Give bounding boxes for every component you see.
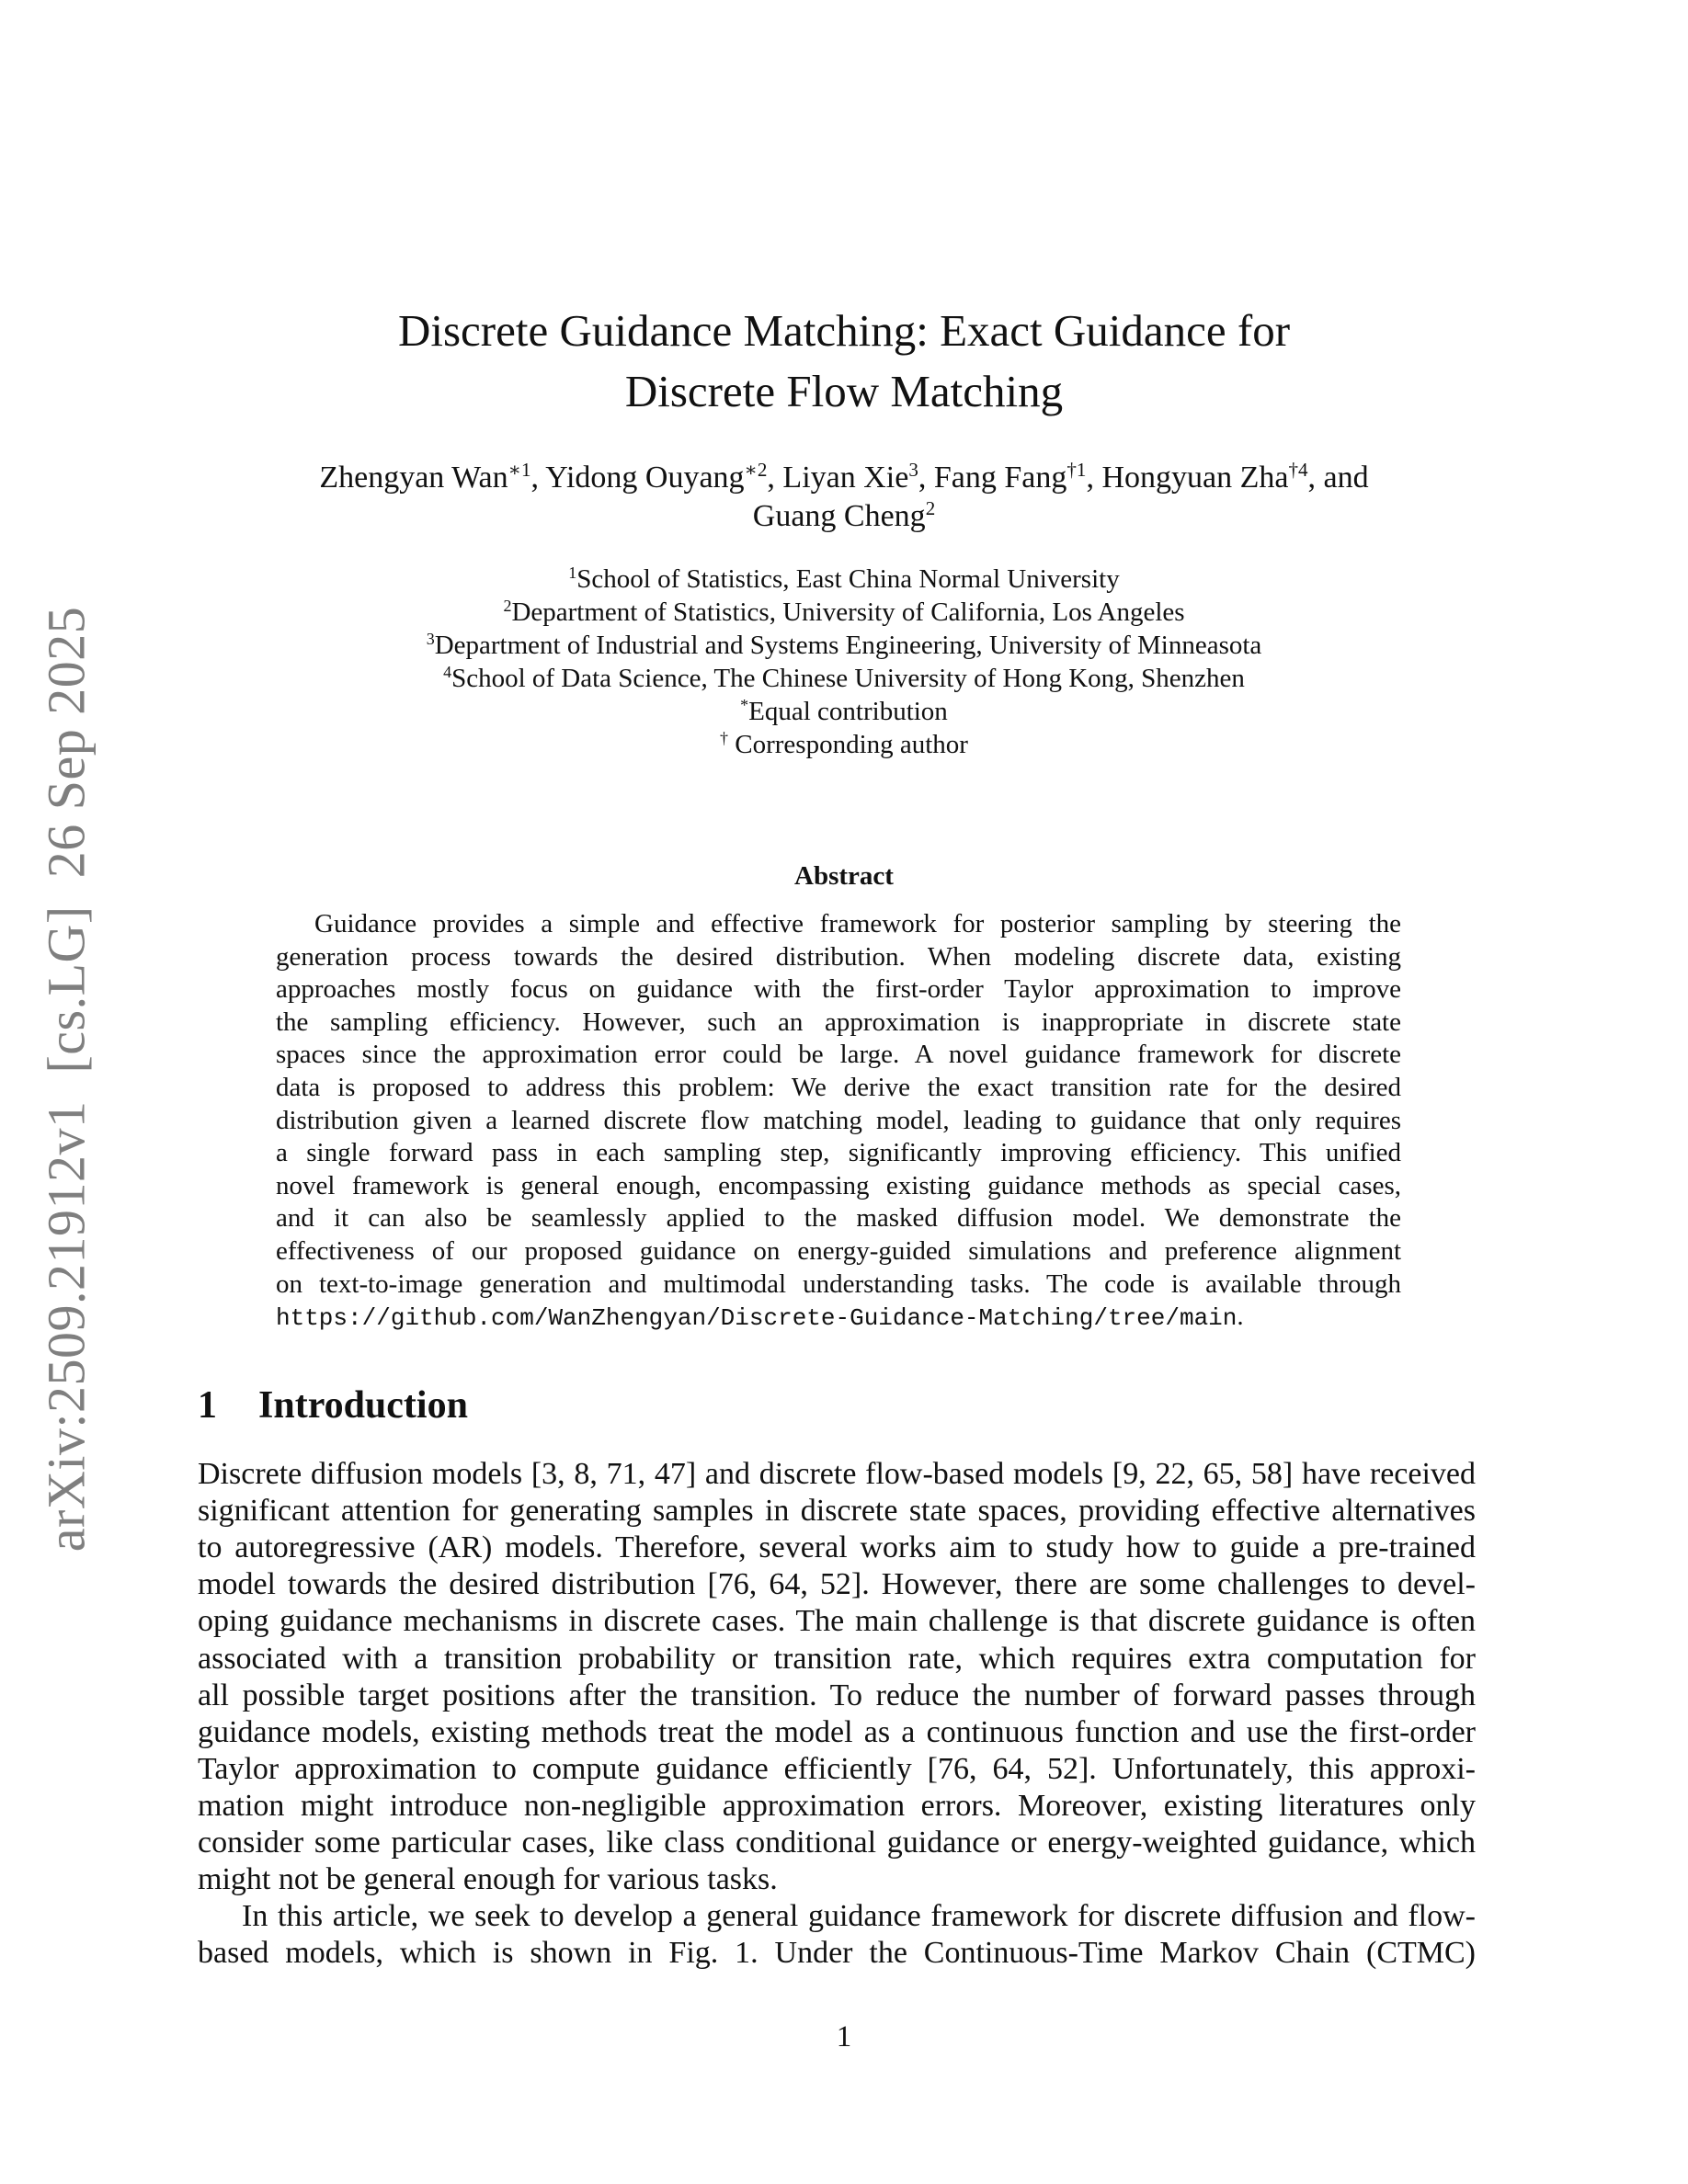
section-title: Introduction bbox=[258, 1384, 468, 1427]
introduction-line: Discrete diffusion models [3, 8, 71, 47] and discrete flow-based models [9, 22, 65, 58] have received bbox=[198, 1457, 1476, 1491]
affiliation-text: School of Statistics, East China Normal University bbox=[576, 564, 1120, 594]
arxiv-identifier: arXiv:2509.21912v1 [cs.LG] 26 Sep 2025 bbox=[36, 606, 97, 1553]
author: Zhengyan Wan bbox=[319, 461, 508, 495]
affiliation-marker: 1 bbox=[568, 563, 577, 583]
section-number: 1 bbox=[198, 1384, 217, 1427]
introduction-line: might not be general enough for various tasks. bbox=[198, 1862, 778, 1897]
affiliation-text: Department of Statistics, University of California, Los Angeles bbox=[511, 597, 1185, 627]
introduction-line: all possible target positions after the transition. To reduce the number of forward passes through bbox=[198, 1678, 1476, 1712]
author-separator: , bbox=[530, 461, 546, 495]
affiliation-line bbox=[0, 563, 1688, 598]
author: Yidong Ouyang bbox=[545, 461, 745, 495]
page-number: 1 bbox=[836, 2020, 852, 2053]
author: Liyan Xie bbox=[782, 461, 909, 495]
abstract-line: effectiveness of our proposed guidance on energy-guided simulations and preference alignment bbox=[276, 1236, 1401, 1266]
affiliation-text: School of Data Science, The Chinese University of Hong Kong, Shenzhen bbox=[451, 664, 1245, 693]
author-affiliation-marker: ∗1 bbox=[508, 459, 531, 482]
introduction-line: significant attention for generating samples in discrete state spaces, providing effective alternatives bbox=[198, 1494, 1476, 1529]
author: Fang Fang bbox=[933, 461, 1067, 495]
abstract-line: generation process towards the desired distribution. When modeling discrete data, existing bbox=[276, 941, 1401, 972]
affiliation-text: Department of Industrial and Systems Engineering, University of Minneasota bbox=[434, 631, 1262, 660]
affiliation-marker: 2 bbox=[503, 597, 512, 616]
affiliation-text: Equal contribution bbox=[748, 697, 948, 726]
affiliation-marker: 3 bbox=[426, 630, 435, 649]
abstract-line: novel framework is general enough, encompassing existing guidance methods as special cases, bbox=[276, 1170, 1401, 1200]
abstract-line: and it can also be seamlessly applied to the masked diffusion model. We demonstrate the bbox=[276, 1203, 1401, 1234]
affiliation-marker: † bbox=[720, 729, 728, 748]
abstract-line: the sampling efficiency. However, such an approximation is inappropriate in discrete state bbox=[276, 1007, 1401, 1037]
introduction-line: consider some particular cases, like class conditional guidance or energy-weighted guidance, which bbox=[198, 1826, 1476, 1860]
paper-title-line-1: Discrete Guidance Matching: Exact Guidance for bbox=[397, 305, 1291, 356]
author-list-line-2 bbox=[0, 497, 1688, 539]
introduction-line: mation might introduce non-negligible approximation errors. Moreover, existing literatures only bbox=[198, 1788, 1476, 1823]
author-list-line-1 bbox=[0, 459, 1688, 500]
author-affiliation-marker: †4 bbox=[1288, 459, 1308, 482]
affiliation-marker: * bbox=[740, 696, 749, 715]
abstract-heading: Abstract bbox=[794, 861, 894, 891]
abstract-line: Guidance provides a simple and effective framework for posterior sampling by steering the bbox=[314, 909, 1401, 938]
affiliation-line bbox=[0, 629, 1688, 665]
introduction-line: Taylor approximation to compute guidance efficiently [76, 64, 52]. Unfortunately, this approxi- bbox=[198, 1751, 1476, 1786]
introduction-line: guidance models, existing methods treat the model as a continuous function and use the first-order bbox=[198, 1714, 1476, 1749]
author-separator: , bbox=[918, 461, 934, 495]
introduction-line: model towards the desired distribution [76, 64, 52]. However, there are some challenges to devel- bbox=[198, 1567, 1476, 1602]
affiliation-text: Corresponding author bbox=[728, 730, 968, 759]
author-affiliation-marker: 3 bbox=[908, 459, 918, 482]
section-heading-introduction bbox=[198, 1383, 468, 1428]
author: Guang Cheng bbox=[752, 499, 926, 533]
abstract-line: on text-to-image generation and multimodal understanding tasks. The code is available through bbox=[276, 1268, 1401, 1299]
author-separator: , bbox=[767, 461, 783, 495]
abstract-line bbox=[276, 1300, 1401, 1335]
abstract-line: distribution given a learned discrete flow matching model, leading to guidance that only requires bbox=[276, 1105, 1401, 1135]
author: Hongyuan Zha bbox=[1101, 461, 1289, 495]
author-separator: , and bbox=[1307, 461, 1369, 495]
author-affiliation-marker: ∗2 bbox=[744, 459, 768, 482]
abstract-line: data is proposed to address this problem: We derive the exact transition rate for the desired bbox=[276, 1073, 1401, 1102]
affiliation-line bbox=[0, 662, 1688, 698]
abstract-line: a single forward pass in each sampling step, significantly improving efficiency. This unified bbox=[276, 1138, 1401, 1168]
introduction-line: associated with a transition probability or transition rate, which requires extra computation for bbox=[198, 1641, 1476, 1676]
code-url-link[interactable]: https://github.com/WanZhengyan/Discrete-Guidance-Matching/tree/main bbox=[276, 1304, 1237, 1333]
introduction-line: to autoregressive (AR) models. Therefore, several works aim to study how to guide a pre-trained bbox=[198, 1530, 1476, 1565]
affiliation-line bbox=[0, 596, 1688, 631]
abstract-line: spaces since the approximation error could be large. A novel guidance framework for discrete bbox=[276, 1040, 1401, 1070]
abstract-line: approaches mostly focus on guidance with the first-order Taylor approximation to improve bbox=[276, 974, 1401, 1005]
introduction-line: oping guidance mechanisms in discrete cases. The main challenge is that discrete guidance is often bbox=[198, 1604, 1476, 1639]
author-affiliation-marker: †1 bbox=[1066, 459, 1087, 482]
affiliation-line bbox=[0, 728, 1688, 764]
affiliation-marker: 4 bbox=[443, 663, 452, 682]
url-period: . bbox=[1237, 1302, 1244, 1332]
introduction-line: In this article, we seek to develop a general guidance framework for discrete diffusion and flow- bbox=[242, 1899, 1476, 1934]
introduction-line: based models, which is shown in Fig. 1. Under the Continuous-Time Markov Chain (CTMC) bbox=[198, 1936, 1476, 1971]
author-separator: , bbox=[1086, 461, 1102, 495]
affiliation-line bbox=[0, 695, 1688, 731]
paper-title-line-2: Discrete Flow Matching bbox=[624, 366, 1064, 416]
author-affiliation-marker: 2 bbox=[925, 497, 936, 520]
